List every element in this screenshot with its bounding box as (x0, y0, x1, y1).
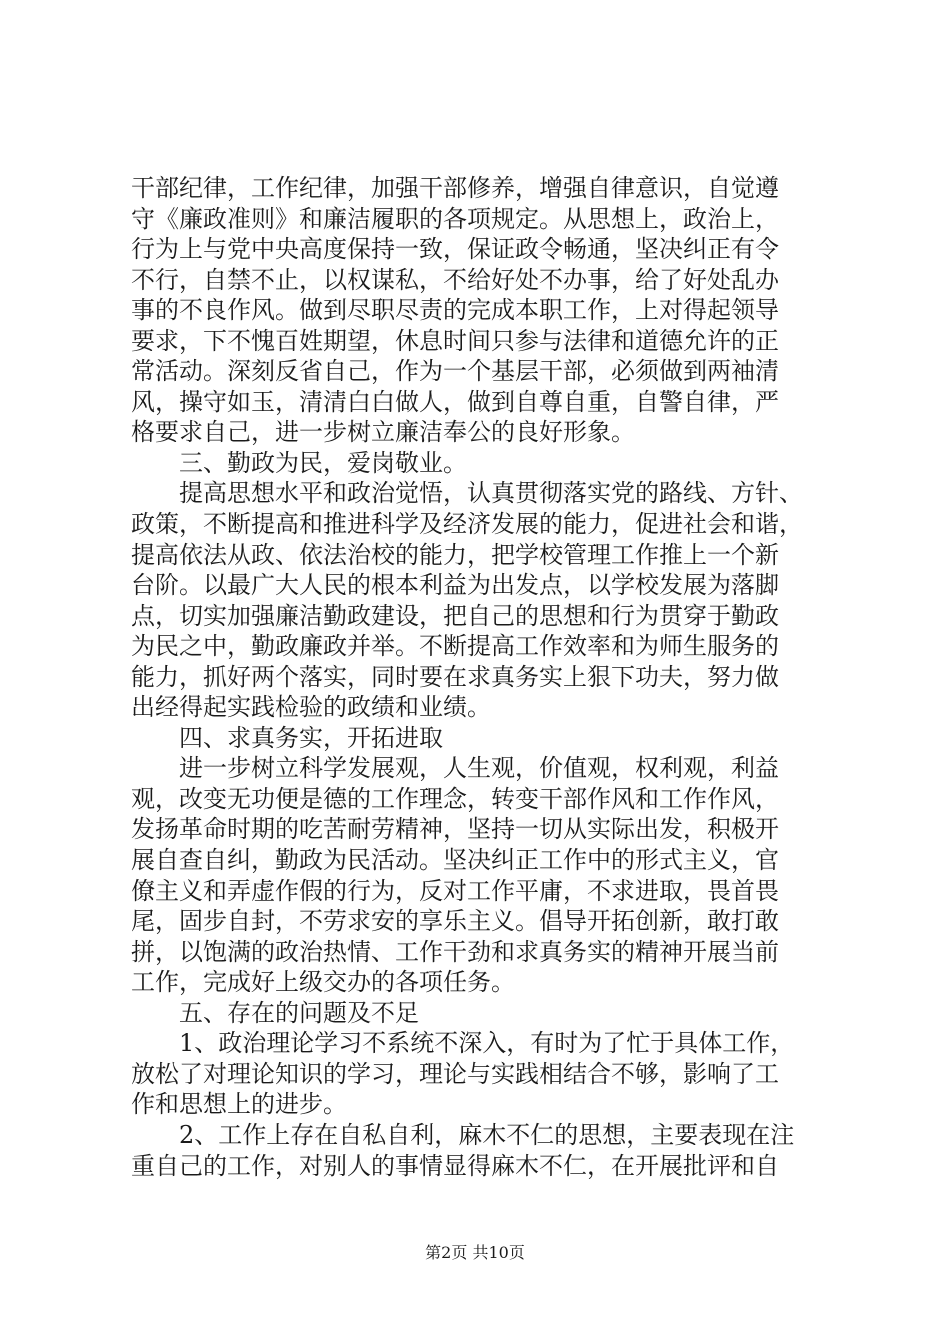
text-line: 1、政治理论学习不系统不深入，有时为了忙于具体工作， (131, 1029, 795, 1058)
text-line: 尾，固步自封，不劳求安的享乐主义。倡导开拓创新，敢打敢 (131, 907, 779, 936)
text-line: 不行，自禁不止，以权谋私，不给好处不办事，给了好处乱办 (131, 265, 779, 294)
page-number: 第2页 (425, 1243, 468, 1262)
text-line: 发扬革命时期的吃苦耐劳精神，坚持一切从实际出发，积极开 (131, 815, 779, 844)
text-line: 为民之中，勤政廉政并举。不断提高工作效率和为师生服务的 (131, 632, 779, 661)
text-line: 四、求真务实，开拓进取 (131, 723, 443, 752)
text-line: 要求，下不愧百姓期望，休息时间只参与法律和道德允许的正 (131, 326, 779, 355)
text-line: 风，操守如玉，清清白白做人，做到自尊自重，自警自律，严 (131, 387, 779, 416)
text-line: 放松了对理论知识的学习，理论与实践相结合不够，影响了工 (131, 1059, 779, 1088)
text-line: 干部纪律，工作纪律，加强干部修养，增强自律意识，自觉遵 (131, 174, 779, 202)
text-line: 政策，不断提高和推进科学及经济发展的能力，促进社会和谐， (131, 510, 803, 539)
text-line: 展自查自纠，勤政为民活动。坚决纠正工作中的形式主义，官 (131, 846, 779, 875)
text-line: 格要求自己，进一步树立廉洁奉公的良好形象。 (131, 418, 635, 447)
document-body (131, 173, 831, 1181)
page-total: 共10页 (472, 1243, 525, 1262)
text-line: 观，改变无功便是德的工作理念，转变干部作风和工作作风， (131, 784, 779, 813)
text-line: 拼，以饱满的政治热情、工作干劲和求真务实的精神开展当前 (131, 937, 779, 966)
text-line: 常活动。深刻反省自己，作为一个基层干部，必须做到两袖清 (131, 357, 779, 386)
text-line: 2、工作上存在自私自利，麻木不仁的思想，主要表现在注 (131, 1120, 795, 1149)
page-footer (0, 1243, 950, 1263)
text-line: 僚主义和弄虚作假的行为，反对工作平庸，不求进取，畏首畏 (131, 876, 779, 905)
text-line: 提高依法从政、依法治校的能力，把学校管理工作推上一个新 (131, 540, 779, 569)
text-line: 进一步树立科学发展观，人生观，价值观，权利观，利益 (131, 754, 779, 783)
text-line: 五、存在的问题及不足 (131, 998, 419, 1027)
text-line: 能力，抓好两个落实，同时要在求真务实上狠下功夫，努力做 (131, 662, 779, 691)
text-line: 行为上与党中央高度保持一致，保证政令畅通，坚决纠正有令 (131, 235, 779, 264)
text-line: 出经得起实践检验的政绩和业绩。 (131, 693, 491, 722)
text-line: 工作，完成好上级交办的各项任务。 (131, 968, 515, 997)
text-line: 台阶。以最广大人民的根本利益为出发点，以学校发展为落脚 (131, 571, 779, 600)
text-line: 提高思想水平和政治觉悟，认真贯彻落实党的路线、方针、 (131, 479, 803, 508)
text-line: 三、勤政为民，爱岗敬业。 (131, 448, 467, 477)
text-line: 点，切实加强廉洁勤政建设，把自己的思想和行为贯穿于勤政 (131, 601, 779, 630)
text-line: 作和思想上的进步。 (131, 1090, 347, 1119)
text-line: 重自己的工作，对别人的事情显得麻木不仁，在开展批评和自 (131, 1151, 779, 1180)
text-line: 事的不良作风。做到尽职尽责的完成本职工作，上对得起领导 (131, 296, 779, 325)
text-line: 守《廉政准则》和廉洁履职的各项规定。从思想上，政治上， (131, 204, 779, 233)
